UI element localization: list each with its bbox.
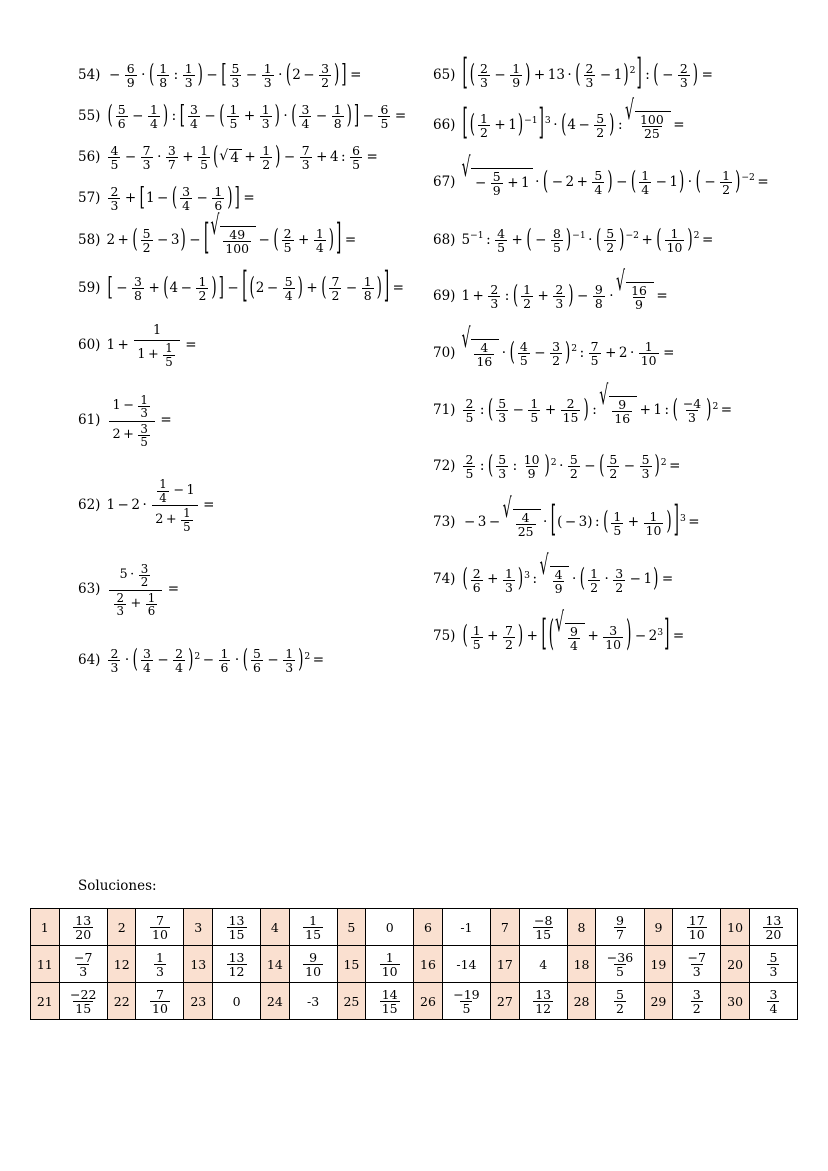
exercise-expression: $\frac{2}{5}$ : ( $\frac{5}{3}$ : $\frac{10}{9}$ ) 2 · $\frac{5}{2}$ − ( $\frac{5}{2}$ − $\frac{5}{3}$ ) 2 =	[465, 450, 681, 482]
solution-value	[673, 909, 721, 946]
exercise-number: 69)	[433, 288, 456, 305]
denominator: 10	[152, 927, 168, 942]
solution-value: 4	[519, 946, 567, 983]
exercise-number: 54)	[78, 66, 101, 83]
solution-value	[136, 983, 184, 1020]
denominator: 5	[616, 964, 624, 979]
solution-index: 19	[644, 946, 673, 983]
exercise-expression: [ − $\frac{3}{8}$ + ( 4 − $\frac{1}{2}$ ) ] − [ ( 2 − $\frac{5}{4}$ ) + ( $\frac{7}{2}$ − $\frac{1}{8}$ ) ] =	[107, 266, 404, 308]
exercise-71	[433, 381, 768, 427]
exercise-74	[433, 550, 768, 596]
exercise-number: 62)	[78, 496, 101, 513]
exercise-expression: $\frac{2}{5}$ : ( $\frac{5}{3}$ − $\frac{1}{5}$ + $\frac{2}{15}$ ) : √ $\frac{9}{16}$ + 1 : ( $\frac{-4}{3}$ ) 2 =	[465, 381, 733, 427]
exercise-55	[78, 99, 423, 132]
solution-value	[673, 983, 721, 1020]
denominator: 2	[616, 1001, 624, 1016]
numerator: 13	[75, 912, 92, 928]
denominator: 5	[462, 1001, 471, 1016]
numerator: 1	[156, 949, 164, 965]
exercise-66	[433, 96, 768, 145]
table-row	[31, 946, 798, 983]
numerator: 5	[616, 986, 624, 1002]
exercise-62	[78, 478, 423, 533]
solution-value	[519, 983, 567, 1020]
exercise-number: 67)	[433, 173, 456, 190]
exercise-68	[433, 224, 768, 256]
numerator: 7	[156, 912, 164, 928]
exercise-56	[78, 141, 423, 173]
exercise-column-left	[78, 58, 423, 688]
solution-value: -14	[442, 946, 490, 983]
numerator: −7	[687, 949, 706, 965]
exercise-expression: $\frac{2}{3}$ · ( $\frac{3}{4}$ − $\frac{2}{4}$ ) 2 − $\frac{1}{6}$ · ( $\frac{5}{6}$ − $\frac{1}{3}$ ) 2 =	[110, 644, 325, 676]
exercise-number: 70)	[433, 345, 456, 362]
exercise-65	[433, 52, 768, 95]
exercise-column-right	[433, 52, 769, 666]
denominator: 3	[769, 964, 778, 979]
numerator: 3	[769, 986, 778, 1002]
exercise-75	[433, 607, 768, 656]
exercise-expression: $\frac{2}{3}$ + [ 1 − ( $\frac{3}{4}$ − $\frac{1}{6}$ ) ] =	[110, 182, 255, 214]
solution-index: 12	[107, 946, 136, 983]
numerator: 1	[385, 949, 394, 965]
solution-index: 15	[337, 946, 366, 983]
denominator: 15	[381, 1001, 398, 1016]
solution-value	[596, 946, 644, 983]
table-row	[31, 983, 798, 1020]
solution-index: 6	[414, 909, 443, 946]
denominator: 10	[688, 927, 705, 942]
exercise-number: 72)	[433, 458, 456, 475]
solution-value	[673, 946, 721, 983]
exercise-number: 60)	[78, 337, 101, 354]
solution-index: 21	[31, 983, 60, 1020]
exercise-number: 71)	[433, 402, 456, 419]
exercise-number: 56)	[78, 148, 101, 165]
exercise-61	[78, 394, 423, 449]
denominator: 10	[381, 964, 398, 979]
exercise-number: 55)	[78, 107, 101, 124]
numerator: 17	[688, 912, 705, 928]
exercise-60	[78, 324, 423, 368]
solution-value	[749, 983, 797, 1020]
solution-index: 18	[567, 946, 596, 983]
exercise-number: 64)	[78, 652, 101, 669]
solution-index: 10	[721, 909, 750, 946]
exercise-expression: 1 + 1 1 + $\frac{1}{5}$ =	[106, 323, 197, 369]
exercise-expression: 1 + $\frac{2}{3}$ : ( $\frac{1}{2}$ + $\frac{2}{3}$ ) − $\frac{9}{8}$ · √ $\frac{16}{9}$ =	[461, 267, 668, 313]
solution-value	[596, 983, 644, 1020]
solution-index: 17	[491, 946, 520, 983]
solution-value	[59, 983, 107, 1020]
exercise-69	[433, 267, 768, 313]
exercise-73	[433, 493, 768, 542]
denominator: 10	[152, 1001, 168, 1016]
solution-value: -3	[289, 983, 337, 1020]
solution-index: 26	[414, 983, 443, 1020]
solution-index: 3	[184, 909, 213, 946]
solution-index: 16	[414, 946, 443, 983]
exercise-expression: $\frac{4}{5}$ − $\frac{7}{3}$ · $\frac{3}{7}$ + $\frac{1}{5}$ ( √ 4 + $\frac{1}{2}$ ) − $\frac{7}{3}$ + 4 : $\frac{6}{5}$ =	[110, 141, 378, 173]
exercise-expression: − $\frac{6}{9}$ · ( $\frac{1}{8}$ : $\frac{1}{3}$ ) − [ $\frac{5}{3}$ − $\frac{1}{3}$ · ( 2 − $\frac{3}{2}$ ) ] =	[108, 58, 362, 91]
solution-value	[213, 909, 261, 946]
denominator: 15	[75, 1001, 92, 1016]
solution-value	[289, 946, 337, 983]
solution-index: 1	[31, 909, 60, 946]
solution-index: 25	[337, 983, 366, 1020]
solution-value	[136, 946, 184, 983]
exercise-expression: 2 + ( $\frac{5}{2}$ − 3 ) − [ √ $\frac{49}{100}$ − ( $\frac{2}{5}$ + $\frac{1}{4}$ ) ] =	[106, 211, 357, 260]
denominator: 3	[156, 964, 164, 979]
exercise-expression: √ − $\frac{5}{9}$ + 1 · ( − 2 + $\frac{5}{4}$ ) − ( $\frac{1}{4}$ − 1 ) · ( − $\frac{1}{2}$ ) −2 =	[461, 153, 769, 199]
denominator: 10	[305, 964, 322, 979]
exercise-expression: √ $\frac{4}{16}$ · ( $\frac{4}{5}$ − $\frac{3}{2}$ ) 2 : $\frac{7}{5}$ + 2 · $\frac{1}{10}$ =	[461, 324, 675, 370]
exercise-70	[433, 324, 768, 370]
solution-index: 22	[107, 983, 136, 1020]
solution-value	[749, 946, 797, 983]
solution-index: 14	[261, 946, 290, 983]
exercise-number: 65)	[433, 66, 456, 83]
numerator: 13	[228, 949, 245, 965]
exercise-64	[78, 644, 423, 676]
solution-index: 29	[644, 983, 673, 1020]
exercise-number: 75)	[433, 628, 456, 645]
numerator: 14	[381, 986, 398, 1002]
denominator: 15	[535, 927, 552, 942]
exercise-expression: 5 · $\frac{3}{2}$ $\frac{2}{3}$ + $\frac{1}{6}$ =	[106, 563, 423, 618]
exercise-number: 74)	[433, 571, 456, 588]
numerator: 9	[309, 949, 318, 965]
exercise-expression: ( $\frac{2}{6}$ + $\frac{1}{3}$ ) 3 : √ $\frac{4}{9}$ · ( $\frac{1}{2}$ · $\frac{3}{2}$ − 1 ) =	[462, 550, 674, 596]
solution-value	[289, 909, 337, 946]
solution-index: 23	[184, 983, 213, 1020]
solution-value	[442, 983, 490, 1020]
solution-value	[366, 946, 414, 983]
solution-value	[519, 909, 567, 946]
numerator: −7	[74, 949, 93, 965]
denominator: 20	[765, 927, 782, 942]
exercise-number: 73)	[433, 514, 456, 531]
exercise-expression: − 3 − √ $\frac{4}{25}$ · [ ( − 3) : ( $\frac{1}{5}$ + $\frac{1}{10}$ ) ] 3 =	[463, 493, 700, 542]
denominator: 15	[228, 927, 245, 942]
exercise-57	[78, 182, 423, 214]
exercise-54	[78, 58, 423, 91]
solutions-table	[30, 908, 798, 1020]
exercise-expression: 1 − 2 · $\frac{1}{4}$ − 1 2 + $\frac{1}{5}$ =	[106, 477, 215, 534]
exercise-expression: [ ( $\frac{2}{3}$ − $\frac{1}{9}$ ) + 13 · ( $\frac{2}{3}$ − 1 ) 2 ] : ( − $\frac{2}{3}$ ) =	[462, 52, 713, 95]
exercise-number: 58)	[78, 232, 101, 249]
denominator: 7	[616, 927, 624, 942]
exercise-number: 59)	[78, 280, 101, 297]
exercise-67	[433, 153, 769, 199]
denominator: 12	[228, 964, 245, 979]
solution-value	[213, 946, 261, 983]
solution-index: 28	[567, 983, 596, 1020]
exercise-72	[433, 450, 768, 482]
numerator: −22	[70, 986, 97, 1002]
numerator: 1	[309, 912, 318, 928]
solution-index: 24	[261, 983, 290, 1020]
exercise-63	[78, 563, 423, 618]
solution-index: 5	[337, 909, 366, 946]
solution-index: 4	[261, 909, 290, 946]
exercise-expression: 5 −1 : $\frac{4}{5}$ + ( − $\frac{8}{5}$ ) −1 · ( $\frac{5}{2}$ ) −2 + ( $\frac{1}{10}$ ) 2 =	[461, 224, 714, 256]
solution-index: 30	[721, 983, 750, 1020]
denominator: 12	[535, 1001, 552, 1016]
denominator: 3	[692, 964, 701, 979]
exercise-expression: 1 − $\frac{1}{3}$ 2 + $\frac{3}{5}$ =	[106, 394, 423, 449]
exercise-number: 66)	[433, 116, 456, 133]
exercise-number: 63)	[78, 581, 101, 598]
exercise-expression: ( $\frac{1}{5}$ + $\frac{7}{2}$ ) + [ ( √ $\frac{9}{4}$ + $\frac{3}{10}$ ) − 2 3 ] =	[462, 607, 685, 656]
solution-index: 27	[491, 983, 520, 1020]
solution-value	[596, 909, 644, 946]
numerator: 7	[156, 986, 164, 1002]
solution-index: 7	[491, 909, 520, 946]
numerator: 13	[228, 912, 245, 928]
solutions-label: Soluciones:	[78, 878, 157, 894]
exercise-expression: [ ( $\frac{1}{2}$ + 1 ) −1 ] 3 · ( 4 − $\frac{5}{2}$ ) : √ $\frac{100}{25}$ =	[462, 96, 685, 145]
exercise-expression: ( $\frac{5}{6}$ − $\frac{1}{4}$ ) : [ $\frac{3}{4}$ − ( $\frac{1}{5}$ + $\frac{1}{3}$ ) · ( $\frac{3}{4}$ − $\frac{1}{8}$ ) ] − $\frac{6}{5}$ =	[107, 99, 407, 132]
solution-value: -1	[442, 909, 490, 946]
solution-index: 8	[567, 909, 596, 946]
numerator: 13	[535, 986, 552, 1002]
solution-value: 0	[366, 909, 414, 946]
numerator: 13	[765, 912, 782, 928]
numerator: −8	[533, 912, 553, 928]
denominator: 15	[305, 927, 322, 942]
solution-value	[749, 909, 797, 946]
exercise-number: 57)	[78, 189, 101, 206]
numerator: 9	[616, 912, 624, 928]
denominator: 3	[79, 964, 88, 979]
solution-value	[136, 909, 184, 946]
solution-value	[59, 946, 107, 983]
numerator: 3	[692, 986, 701, 1002]
table-row	[31, 909, 798, 946]
denominator: 2	[692, 1001, 701, 1016]
solution-index: 2	[107, 909, 136, 946]
solution-index: 11	[31, 946, 60, 983]
solution-value: 0	[213, 983, 261, 1020]
solution-index: 20	[721, 946, 750, 983]
exercise-58	[78, 211, 423, 260]
exercise-number: 61)	[78, 412, 101, 429]
exercise-59	[78, 266, 423, 308]
denominator: 20	[75, 927, 92, 942]
numerator: 5	[769, 949, 778, 965]
exercise-number: 68)	[433, 231, 456, 248]
numerator: −36	[606, 949, 634, 965]
denominator: 4	[769, 1001, 778, 1016]
numerator: −19	[453, 986, 480, 1002]
solution-value	[366, 983, 414, 1020]
solution-value	[59, 909, 107, 946]
solution-index: 13	[184, 946, 213, 983]
solution-index: 9	[644, 909, 673, 946]
